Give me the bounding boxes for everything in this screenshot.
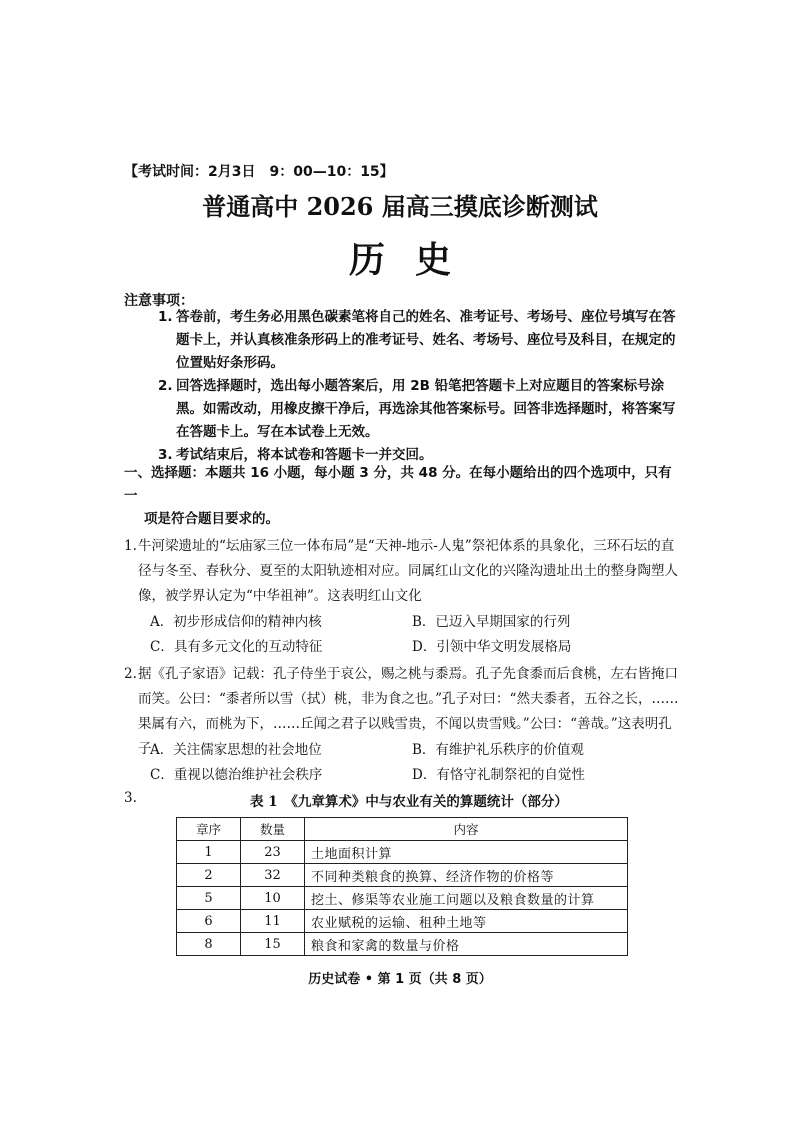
question-1-options bbox=[150, 610, 690, 660]
table-row bbox=[177, 910, 628, 933]
cell-chapter: 1 bbox=[177, 841, 241, 864]
note-text: 答卷前，考生务必用黑色碳素笔将自己的姓名、准考证号、考场号、座位号填写在答题卡上，并认真核准条形码上的准考证号、姓名、考场号、座位号及科目，在规定的位置贴好条形码。 bbox=[176, 309, 676, 371]
question-2-options bbox=[150, 738, 690, 788]
subject-title: 历史 bbox=[348, 239, 481, 281]
exam-title: 普通高中 2026 届高三摸底诊断测试 bbox=[202, 192, 598, 221]
section-heading-line2: 项是符合题目要求的。 bbox=[144, 511, 279, 527]
table-row bbox=[177, 864, 628, 887]
question-number: 2. bbox=[124, 666, 137, 682]
question-stem: 据《孔子家语》记载：孔子侍坐于哀公，赐之桃与黍焉。孔子先食黍而后食桃，左右皆掩口而笑。公曰：“黍者所以雪（拭）桃，非为食之也。”孔子对曰：“然夫黍者，五谷之长，……果属有六，而桃为下，……丘闻之君子以贱雪贵，不闻以贵雪贱。”公曰：“善哉。”这表明孔子 bbox=[138, 666, 679, 757]
note-number: 2. bbox=[158, 378, 173, 394]
exam-time: 【考试时间：2月3日 9：00—10：15】 bbox=[124, 164, 394, 180]
column-header: 数量 bbox=[241, 818, 305, 841]
note-number: 1. bbox=[158, 309, 173, 325]
option-d[interactable]: D．有恪守礼制祭祀的自觉性 bbox=[412, 767, 585, 783]
cell-chapter: 5 bbox=[177, 887, 241, 910]
section-heading-line1: 一、选择题：本题共 16 小题，每小题 3 分，共 48 分。在每小题给出的四个选项中，只有一 bbox=[124, 465, 672, 504]
option-a[interactable]: A．初步形成信仰的精神内核 bbox=[150, 614, 322, 630]
notes-heading: 注意事项： bbox=[124, 293, 194, 309]
table-row bbox=[177, 887, 628, 910]
question-1 bbox=[124, 534, 684, 609]
cell-content: 不同种类粮食的换算、经济作物的价格等 bbox=[305, 864, 628, 887]
question-3-number: 3. bbox=[124, 790, 137, 806]
table-row bbox=[177, 841, 628, 864]
table-caption: 表 1 《九章算术》中与农业有关的算题统计（部分） bbox=[250, 794, 568, 810]
option-c[interactable]: C．重视以德治维护社会秩序 bbox=[150, 767, 323, 783]
cell-count: 32 bbox=[241, 864, 305, 887]
question-number: 1. bbox=[124, 538, 137, 554]
cell-content: 粮食和家禽的数量与价格 bbox=[305, 933, 628, 956]
cell-count: 10 bbox=[241, 887, 305, 910]
option-c[interactable]: C．具有多元文化的互动特征 bbox=[150, 639, 323, 655]
cell-chapter: 8 bbox=[177, 933, 241, 956]
option-b[interactable]: B．已迈入早期国家的行列 bbox=[412, 614, 571, 630]
note-text: 考试结束后，将本试卷和答题卡一并交回。 bbox=[176, 447, 433, 463]
question-stem: 牛河梁遗址的“坛庙冢三位一体布局”是“天神-地示-人鬼”祭祀体系的具象化，三环石坛的直径与冬至、春秋分、夏至的太阳轨迹相对应。同属红山文化的兴隆沟遗址出土的整身陶塑人像，被学界认定为“中华祖神”。这表明红山文化 bbox=[138, 538, 678, 604]
option-a[interactable]: A．关注儒家思想的社会地位 bbox=[150, 742, 322, 758]
cell-chapter: 2 bbox=[177, 864, 241, 887]
option-b[interactable]: B．有维护礼乐秩序的价值观 bbox=[412, 742, 584, 758]
table-header-row bbox=[177, 818, 628, 841]
column-header: 内容 bbox=[305, 818, 628, 841]
cell-count: 15 bbox=[241, 933, 305, 956]
cell-chapter: 6 bbox=[177, 910, 241, 933]
option-d[interactable]: D．引领中华文明发展格局 bbox=[412, 639, 572, 655]
cell-content: 土地面积计算 bbox=[305, 841, 628, 864]
note-text: 回答选择题时，选出每小题答案后，用 2B 铅笔把答题卡上对应题目的答案标号涂黑。如需改动，用橡皮擦干净后，再选涂其他答案标号。回答非选择题时，将答案写在答题卡上。写在本试卷上无效。 bbox=[176, 378, 676, 440]
cell-count: 23 bbox=[241, 841, 305, 864]
note-item bbox=[158, 306, 688, 375]
column-header: 章序 bbox=[177, 818, 241, 841]
page-footer: 历史试卷 • 第 1 页（共 8 页） bbox=[308, 972, 492, 987]
table-row bbox=[177, 933, 628, 956]
note-item bbox=[158, 375, 688, 444]
agriculture-problems-table bbox=[176, 817, 628, 956]
notes-list bbox=[158, 306, 688, 467]
section-heading bbox=[124, 462, 684, 531]
cell-count: 11 bbox=[241, 910, 305, 933]
note-number: 3. bbox=[158, 447, 173, 463]
cell-content: 农业赋税的运输、租种土地等 bbox=[305, 910, 628, 933]
cell-content: 挖土、修渠等农业施工问题以及粮食数量的计算 bbox=[305, 887, 628, 910]
